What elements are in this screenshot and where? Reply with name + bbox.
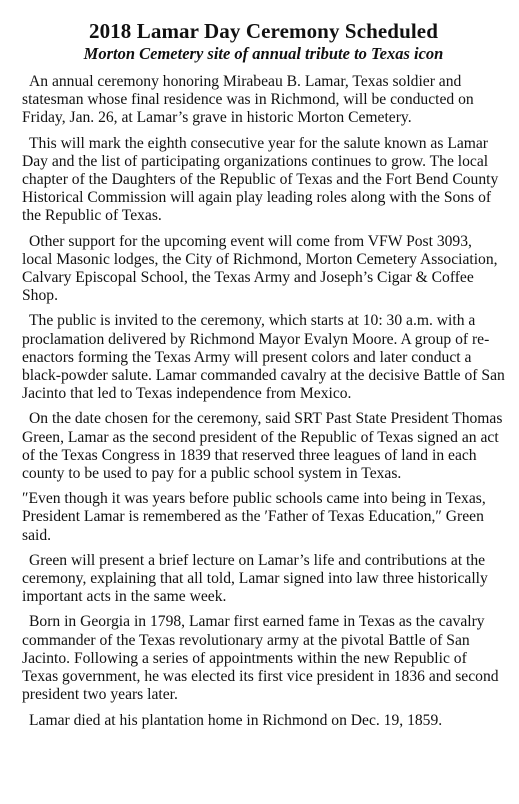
headline: 2018 Lamar Day Ceremony Scheduled xyxy=(88,19,439,43)
paragraph-other-support: Other support for the upcoming event will come from VFW Post 3093, local Masonic lodges, the City of Richmond, Morton Cemetery Association, Calvary Episcopal School, the Texas Army and Joseph’s Cigar & Coffee Shop. xyxy=(22,232,498,305)
paragraph-public-invited: The public is invited to the ceremony, which starts at 10: 30 a.m. with a proclamation delivered by Richmond Mayor Evalyn Moore. A group of re-enactors forming the Texas Army will present colors and later conduct a black-powder salute. Lamar commanded cavalry at the decisive Battle of San Jacinto that led to Texas independence from Mexico. xyxy=(22,312,505,403)
paragraph-biography: Born in Georgia in 1798, Lamar first earned fame in Texas as the cavalry commander of the Texas revolutionary army at the pivotal Battle of San Jacinto. Following a series of appointments within the new Republic of Texas government, he was elected its first vice president in 1836 and second president two years later. xyxy=(22,613,499,704)
paragraph-lecture: Green will present a brief lecture on Lamar’s life and contributions at the ceremony, explaining that all told, Lamar signed into law three historically important acts in the same week. xyxy=(22,551,488,606)
paragraph-death: Lamar died at his plantation home in Richmond on Dec. 19, 1859. xyxy=(29,711,443,729)
paragraph-green-quote: ″Even though it was years before public schools came into being in Texas, President Lamar is remembered as the ′Father of Texas Education,″ Green said. xyxy=(22,490,486,544)
subheadline: Morton Cemetery site of annual tribute to Texas icon xyxy=(83,44,444,63)
paragraph-ceremony-announcement: An annual ceremony honoring Mirabeau B. Lamar, Texas soldier and statesman whose final residence was in Richmond, will be conducted on Friday, Jan. 26, at Lamar’s grave in historic Morton Cemetery. xyxy=(22,73,474,127)
paragraph-eighth-year: This will mark the eighth consecutive year for the salute known as Lamar Day and the list of participating organizations continues to grow. The local chapter of the Daughters of the Republic of Texas and the Fort Bend County Historical Commission will again play leading roles along with the Sons of the Republic of Texas. xyxy=(22,134,499,225)
paragraph-date-chosen: On the date chosen for the ceremony, said SRT Past State President Thomas Green, Lamar as the second president of the Republic of Texas signed an act of the Texas Congress in 1839 that reserved three leagues of land in each county to be used to pay for a public school system in Texas. xyxy=(22,410,503,483)
